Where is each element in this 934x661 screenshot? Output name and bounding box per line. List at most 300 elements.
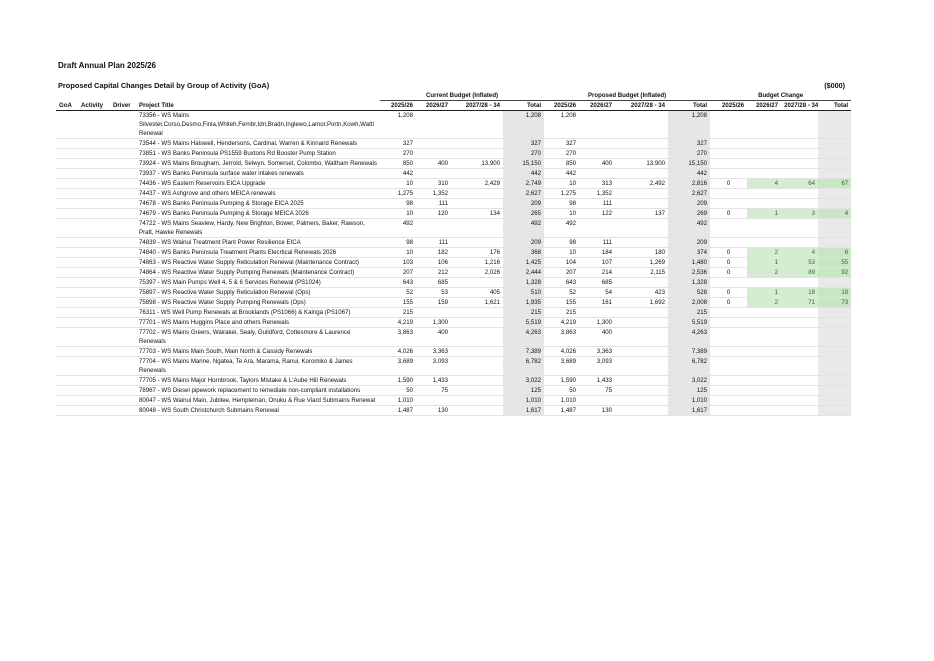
current-value-cell: 120 — [416, 209, 451, 219]
col-current-2027-34: 2027/28 - 34 — [451, 101, 503, 111]
change-total-cell: 67 — [818, 179, 851, 189]
proposed-value-cell: 137 — [615, 209, 668, 219]
proposed-value-cell: 1,208 — [544, 111, 579, 139]
table-row — [56, 288, 851, 298]
current-value-cell: 442 — [380, 169, 416, 179]
current-value-cell: 75 — [416, 386, 451, 396]
proposed-value-cell — [615, 406, 668, 416]
current-total-cell: 368 — [503, 248, 544, 258]
col-proposed-2026-27: 2026/27 — [579, 101, 615, 111]
current-total-cell: 1,208 — [503, 111, 544, 139]
proposed-value-cell — [579, 219, 615, 238]
goa-cell — [56, 248, 78, 258]
group-current-budget: Current Budget (Inflated) — [380, 90, 544, 101]
current-value-cell — [451, 199, 503, 209]
table-row — [56, 199, 851, 209]
project-title-cell: 76311 - WS Well Pump Renewals at Brooklands (PS1066) & Kainga (PS1067) — [136, 308, 380, 318]
current-value-cell — [451, 328, 503, 347]
activity-cell — [78, 318, 110, 328]
activity-cell — [78, 278, 110, 288]
goa-cell — [56, 328, 78, 347]
table-row — [56, 189, 851, 199]
change-value-cell — [710, 376, 747, 386]
current-value-cell: 1,590 — [380, 376, 416, 386]
change-value-cell — [747, 308, 781, 318]
change-value-cell — [781, 318, 818, 328]
proposed-value-cell — [615, 347, 668, 357]
change-total-cell: 18 — [818, 288, 851, 298]
activity-cell — [78, 189, 110, 199]
current-value-cell — [451, 347, 503, 357]
change-value-cell — [747, 139, 781, 149]
proposed-total-cell: 125 — [668, 386, 710, 396]
change-value-cell — [747, 159, 781, 169]
change-value-cell — [710, 278, 747, 288]
proposed-value-cell: 111 — [579, 238, 615, 248]
proposed-total-cell: 15,150 — [668, 159, 710, 169]
column-header-row — [56, 101, 851, 111]
goa-cell — [56, 396, 78, 406]
proposed-total-cell: 1,010 — [668, 396, 710, 406]
proposed-value-cell — [579, 396, 615, 406]
project-title-cell: 77703 - WS Mains Main South, Main North & Cassidy Renewals — [136, 347, 380, 357]
driver-cell — [110, 328, 136, 347]
current-total-cell: 1,935 — [503, 298, 544, 308]
proposed-total-cell: 3,022 — [668, 376, 710, 386]
current-value-cell — [416, 396, 451, 406]
proposed-total-cell: 209 — [668, 238, 710, 248]
proposed-total-cell: 5,519 — [668, 318, 710, 328]
change-value-cell — [781, 149, 818, 159]
proposed-total-cell: 269 — [668, 209, 710, 219]
current-value-cell: 1,352 — [416, 189, 451, 199]
proposed-value-cell — [615, 169, 668, 179]
current-total-cell: 215 — [503, 308, 544, 318]
current-value-cell: 103 — [380, 258, 416, 268]
change-value-cell — [747, 328, 781, 347]
change-value-cell: 2 — [747, 248, 781, 258]
change-total-cell — [818, 149, 851, 159]
change-value-cell: 0 — [710, 179, 747, 189]
change-value-cell: 71 — [781, 298, 818, 308]
current-value-cell — [451, 238, 503, 248]
current-total-cell: 209 — [503, 199, 544, 209]
proposed-value-cell — [579, 308, 615, 318]
project-title-cell: 73356 - WS Mains Silvester,Corso,Desmo,Finla,Whiteh,Fernbr,Idri,Bradn,Inglewo,Lamor,Portn,Kowh,Wattl Renewal — [136, 111, 380, 139]
activity-cell — [78, 357, 110, 376]
project-title-cell: 74436 - WS Eastern Reservoirs EICA Upgrade — [136, 179, 380, 189]
current-value-cell: 3,863 — [380, 328, 416, 347]
proposed-value-cell — [579, 111, 615, 139]
table-row — [56, 179, 851, 189]
proposed-total-cell: 2,627 — [668, 189, 710, 199]
change-value-cell — [781, 199, 818, 209]
proposed-value-cell: 1,269 — [615, 258, 668, 268]
change-value-cell — [781, 376, 818, 386]
current-value-cell: 53 — [416, 288, 451, 298]
change-total-cell — [818, 169, 851, 179]
proposed-value-cell: 180 — [615, 248, 668, 258]
change-value-cell: 64 — [781, 179, 818, 189]
table-row — [56, 238, 851, 248]
proposed-value-cell — [615, 219, 668, 238]
change-total-cell: 4 — [818, 209, 851, 219]
project-title-cell: 77704 - WS Mains Marine, Ngatea, Te Ara, Marama, Ranui, Koromiko & James Renewals — [136, 357, 380, 376]
change-value-cell — [710, 396, 747, 406]
change-total-cell — [818, 308, 851, 318]
table-row — [56, 248, 851, 258]
change-value-cell — [781, 406, 818, 416]
project-title-cell: 74864 - WS Reactive Water Supply Pumping Renewals (Maintenance Contract) — [136, 268, 380, 278]
driver-cell — [110, 199, 136, 209]
col-change-2027-34: 2027/28 - 34 — [781, 101, 818, 111]
proposed-total-cell: 270 — [668, 149, 710, 159]
table-row — [56, 357, 851, 376]
change-value-cell — [747, 149, 781, 159]
change-value-cell — [710, 318, 747, 328]
change-value-cell: 2 — [747, 298, 781, 308]
proposed-value-cell: 442 — [544, 169, 579, 179]
driver-cell — [110, 347, 136, 357]
table-row — [56, 308, 851, 318]
current-value-cell: 850 — [380, 159, 416, 169]
change-value-cell: 0 — [710, 258, 747, 268]
current-total-cell: 2,627 — [503, 189, 544, 199]
change-value-cell — [781, 386, 818, 396]
activity-cell — [78, 139, 110, 149]
driver-cell — [110, 149, 136, 159]
goa-cell — [56, 149, 78, 159]
current-total-cell: 270 — [503, 149, 544, 159]
activity-cell — [78, 258, 110, 268]
proposed-value-cell: 1,433 — [579, 376, 615, 386]
table-row — [56, 111, 851, 139]
proposed-value-cell — [579, 169, 615, 179]
project-title-cell: 74840 - WS Banks Peninsula Treatment Plants Elecrtical Renewals 2026 — [136, 248, 380, 258]
change-value-cell: 0 — [710, 248, 747, 258]
activity-cell — [78, 298, 110, 308]
driver-cell — [110, 179, 136, 189]
current-value-cell: 327 — [380, 139, 416, 149]
change-value-cell: 3 — [781, 209, 818, 219]
current-value-cell: 10 — [380, 209, 416, 219]
activity-cell — [78, 376, 110, 386]
activity-cell — [78, 169, 110, 179]
activity-cell — [78, 308, 110, 318]
project-title-cell: 74678 - WS Banks Peninsula Pumping & Storage EICA 2025 — [136, 199, 380, 209]
change-total-cell — [818, 396, 851, 406]
change-total-cell — [818, 318, 851, 328]
proposed-value-cell: 50 — [544, 386, 579, 396]
project-title-cell: 75897 - WS Reactive Water Supply Reticulation Renewal (Ops) — [136, 288, 380, 298]
project-title-cell: 75397 - WS Main Pumps Well 4, 5 & 6 Services Renewal (PS1024) — [136, 278, 380, 288]
proposed-value-cell — [615, 111, 668, 139]
table-row — [56, 219, 851, 238]
units-label: ($000) — [824, 81, 845, 90]
project-title-cell: 80047 - WS Wainui Main, Jubilee, Hempleman, Onuku & Rue Viard Submains Renewal — [136, 396, 380, 406]
proposed-total-cell: 2,008 — [668, 298, 710, 308]
driver-cell — [110, 406, 136, 416]
proposed-value-cell: 1,300 — [579, 318, 615, 328]
proposed-value-cell: 161 — [579, 298, 615, 308]
change-value-cell — [710, 189, 747, 199]
driver-cell — [110, 209, 136, 219]
proposed-value-cell — [615, 357, 668, 376]
table-row — [56, 318, 851, 328]
change-total-cell — [818, 278, 851, 288]
proposed-value-cell — [615, 386, 668, 396]
change-value-cell — [710, 169, 747, 179]
activity-cell — [78, 288, 110, 298]
change-total-cell — [818, 139, 851, 149]
change-total-cell — [818, 328, 851, 347]
current-total-cell: 2,444 — [503, 268, 544, 278]
change-value-cell — [747, 238, 781, 248]
activity-cell — [78, 248, 110, 258]
current-total-cell: 209 — [503, 238, 544, 248]
change-value-cell — [747, 396, 781, 406]
proposed-value-cell: 1,352 — [579, 189, 615, 199]
proposed-value-cell: 122 — [579, 209, 615, 219]
proposed-value-cell — [615, 376, 668, 386]
change-value-cell — [747, 169, 781, 179]
current-total-cell: 1,425 — [503, 258, 544, 268]
proposed-value-cell: 1,275 — [544, 189, 579, 199]
goa-cell — [56, 209, 78, 219]
project-title-cell: 77701 - WS Mains Huggins Place and others Renewals — [136, 318, 380, 328]
proposed-value-cell: 10 — [544, 179, 579, 189]
activity-cell — [78, 111, 110, 139]
proposed-total-cell: 528 — [668, 288, 710, 298]
project-title-cell: 74437 - WS Ashgrove and others MEICA renewals — [136, 189, 380, 199]
change-total-cell — [818, 357, 851, 376]
project-title-cell: 73544 - WS Mains Halswell, Hendersons, Cardinal, Warren & Kinnaird Renewals — [136, 139, 380, 149]
current-value-cell — [416, 111, 451, 139]
group-proposed-budget: Proposed Budget (Inflated) — [544, 90, 710, 101]
current-value-cell: 492 — [380, 219, 416, 238]
driver-cell — [110, 238, 136, 248]
current-value-cell: 270 — [380, 149, 416, 159]
proposed-value-cell: 313 — [579, 179, 615, 189]
proposed-value-cell: 3,363 — [579, 347, 615, 357]
goa-cell — [56, 199, 78, 209]
proposed-value-cell: 643 — [544, 278, 579, 288]
change-value-cell — [710, 111, 747, 139]
change-value-cell: 1 — [747, 288, 781, 298]
table-row — [56, 169, 851, 179]
proposed-value-cell: 98 — [544, 238, 579, 248]
current-value-cell: 3,689 — [380, 357, 416, 376]
change-value-cell — [781, 396, 818, 406]
driver-cell — [110, 139, 136, 149]
document-subtitle: Proposed Capital Changes Detail by Group of Activity (GoA) — [58, 81, 270, 90]
proposed-value-cell: 270 — [544, 149, 579, 159]
project-title-cell: 75898 - WS Reactive Water Supply Pumping Renewals (Ops) — [136, 298, 380, 308]
col-current-2025-26: 2025/26 — [380, 101, 416, 111]
change-value-cell — [710, 159, 747, 169]
goa-cell — [56, 347, 78, 357]
change-value-cell — [710, 308, 747, 318]
proposed-total-cell: 7,389 — [668, 347, 710, 357]
change-value-cell — [710, 328, 747, 347]
current-value-cell: 3,363 — [416, 347, 451, 357]
col-change-2025-26: 2025/26 — [710, 101, 747, 111]
current-value-cell — [416, 139, 451, 149]
current-value-cell: 176 — [451, 248, 503, 258]
current-value-cell — [451, 396, 503, 406]
driver-cell — [110, 357, 136, 376]
current-value-cell: 98 — [380, 238, 416, 248]
proposed-total-cell: 327 — [668, 139, 710, 149]
current-value-cell: 400 — [416, 328, 451, 347]
project-title-cell: 74679 - WS Banks Peninsula Pumping & Storage MEICA 2026 — [136, 209, 380, 219]
proposed-value-cell: 1,487 — [544, 406, 579, 416]
proposed-value-cell — [579, 139, 615, 149]
project-title-cell: 73924 - WS Mains Brougham, Jerrold, Selwyn, Somerset, Colombo, Waltham Renewals — [136, 159, 380, 169]
change-value-cell — [781, 357, 818, 376]
proposed-total-cell: 1,480 — [668, 258, 710, 268]
project-title-cell: 74722 - WS Mains Seaview, Hardy, New Brighton, Bower, Palmers, Baker, Rawson, Pratt, Hawke Renewals — [136, 219, 380, 238]
current-total-cell: 5,519 — [503, 318, 544, 328]
current-value-cell: 1,433 — [416, 376, 451, 386]
document-title: Draft Annual Plan 2025/26 — [58, 61, 156, 70]
proposed-value-cell: 10 — [544, 248, 579, 258]
proposed-total-cell: 4,263 — [668, 328, 710, 347]
table-row — [56, 347, 851, 357]
col-goa: GoA — [56, 101, 78, 111]
proposed-value-cell: 423 — [615, 288, 668, 298]
col-driver: Driver — [110, 101, 136, 111]
current-value-cell: 98 — [380, 199, 416, 209]
current-value-cell: 1,275 — [380, 189, 416, 199]
proposed-value-cell: 2,115 — [615, 268, 668, 278]
current-value-cell: 155 — [380, 298, 416, 308]
current-value-cell: 1,487 — [380, 406, 416, 416]
current-value-cell: 10 — [380, 248, 416, 258]
proposed-value-cell: 155 — [544, 298, 579, 308]
table-row — [56, 298, 851, 308]
goa-cell — [56, 386, 78, 396]
current-value-cell: 207 — [380, 268, 416, 278]
current-total-cell: 6,782 — [503, 357, 544, 376]
change-value-cell — [747, 406, 781, 416]
table-row — [56, 139, 851, 149]
group-budget-change: Budget Change — [710, 90, 851, 101]
driver-cell — [110, 298, 136, 308]
proposed-value-cell — [615, 149, 668, 159]
project-title-cell: 73851 - WS Banks Peninsula PS1559 Buxtons Rd Booster Pump Station — [136, 149, 380, 159]
driver-cell — [110, 219, 136, 238]
current-total-cell: 1,617 — [503, 406, 544, 416]
change-value-cell — [781, 189, 818, 199]
change-value-cell: 89 — [781, 268, 818, 278]
driver-cell — [110, 189, 136, 199]
driver-cell — [110, 308, 136, 318]
change-total-cell — [818, 376, 851, 386]
proposed-value-cell: 492 — [544, 219, 579, 238]
activity-cell — [78, 199, 110, 209]
change-total-cell — [818, 111, 851, 139]
change-value-cell: 18 — [781, 288, 818, 298]
change-value-cell — [710, 139, 747, 149]
project-title-cell: 74839 - WS Wainui Treatment Plant Power Resilience EICA — [136, 238, 380, 248]
proposed-value-cell: 3,863 — [544, 328, 579, 347]
group-header-row — [56, 90, 851, 101]
group-header-spacer — [56, 90, 380, 101]
current-value-cell: 400 — [416, 159, 451, 169]
proposed-value-cell — [615, 199, 668, 209]
goa-cell — [56, 406, 78, 416]
current-value-cell: 2,026 — [451, 268, 503, 278]
table-row — [56, 149, 851, 159]
current-value-cell: 52 — [380, 288, 416, 298]
current-value-cell: 50 — [380, 386, 416, 396]
goa-cell — [56, 189, 78, 199]
proposed-value-cell: 850 — [544, 159, 579, 169]
current-value-cell — [451, 386, 503, 396]
table-row — [56, 406, 851, 416]
current-value-cell — [451, 139, 503, 149]
current-value-cell — [451, 357, 503, 376]
proposed-value-cell: 1,010 — [544, 396, 579, 406]
change-total-cell — [818, 159, 851, 169]
change-value-cell: 1 — [747, 209, 781, 219]
current-total-cell: 4,263 — [503, 328, 544, 347]
current-value-cell: 1,621 — [451, 298, 503, 308]
table-row — [56, 159, 851, 169]
table-body — [56, 111, 851, 416]
proposed-value-cell — [615, 238, 668, 248]
change-value-cell — [747, 111, 781, 139]
change-total-cell: 55 — [818, 258, 851, 268]
proposed-value-cell: 4,219 — [544, 318, 579, 328]
current-value-cell — [451, 149, 503, 159]
activity-cell — [78, 268, 110, 278]
change-value-cell — [747, 278, 781, 288]
proposed-total-cell: 374 — [668, 248, 710, 258]
change-value-cell: 0 — [710, 288, 747, 298]
col-proposed-2025-26: 2025/26 — [544, 101, 579, 111]
change-value-cell — [710, 219, 747, 238]
table-row — [56, 328, 851, 347]
change-value-cell — [781, 169, 818, 179]
goa-cell — [56, 376, 78, 386]
change-value-cell — [781, 278, 818, 288]
change-value-cell: 2 — [747, 268, 781, 278]
goa-cell — [56, 278, 78, 288]
activity-cell — [78, 219, 110, 238]
current-total-cell: 125 — [503, 386, 544, 396]
col-project-title: Project Title — [136, 101, 380, 111]
current-value-cell: 310 — [416, 179, 451, 189]
proposed-value-cell: 3,093 — [579, 357, 615, 376]
proposed-value-cell: 130 — [579, 406, 615, 416]
current-total-cell: 1,010 — [503, 396, 544, 406]
current-value-cell — [416, 219, 451, 238]
goa-cell — [56, 111, 78, 139]
change-value-cell: 1 — [747, 258, 781, 268]
goa-cell — [56, 139, 78, 149]
current-value-cell: 643 — [380, 278, 416, 288]
current-value-cell: 1,010 — [380, 396, 416, 406]
change-value-cell: 4 — [747, 179, 781, 189]
driver-cell — [110, 248, 136, 258]
current-value-cell: 212 — [416, 268, 451, 278]
change-total-cell — [818, 238, 851, 248]
driver-cell — [110, 159, 136, 169]
driver-cell — [110, 111, 136, 139]
proposed-value-cell: 107 — [579, 258, 615, 268]
